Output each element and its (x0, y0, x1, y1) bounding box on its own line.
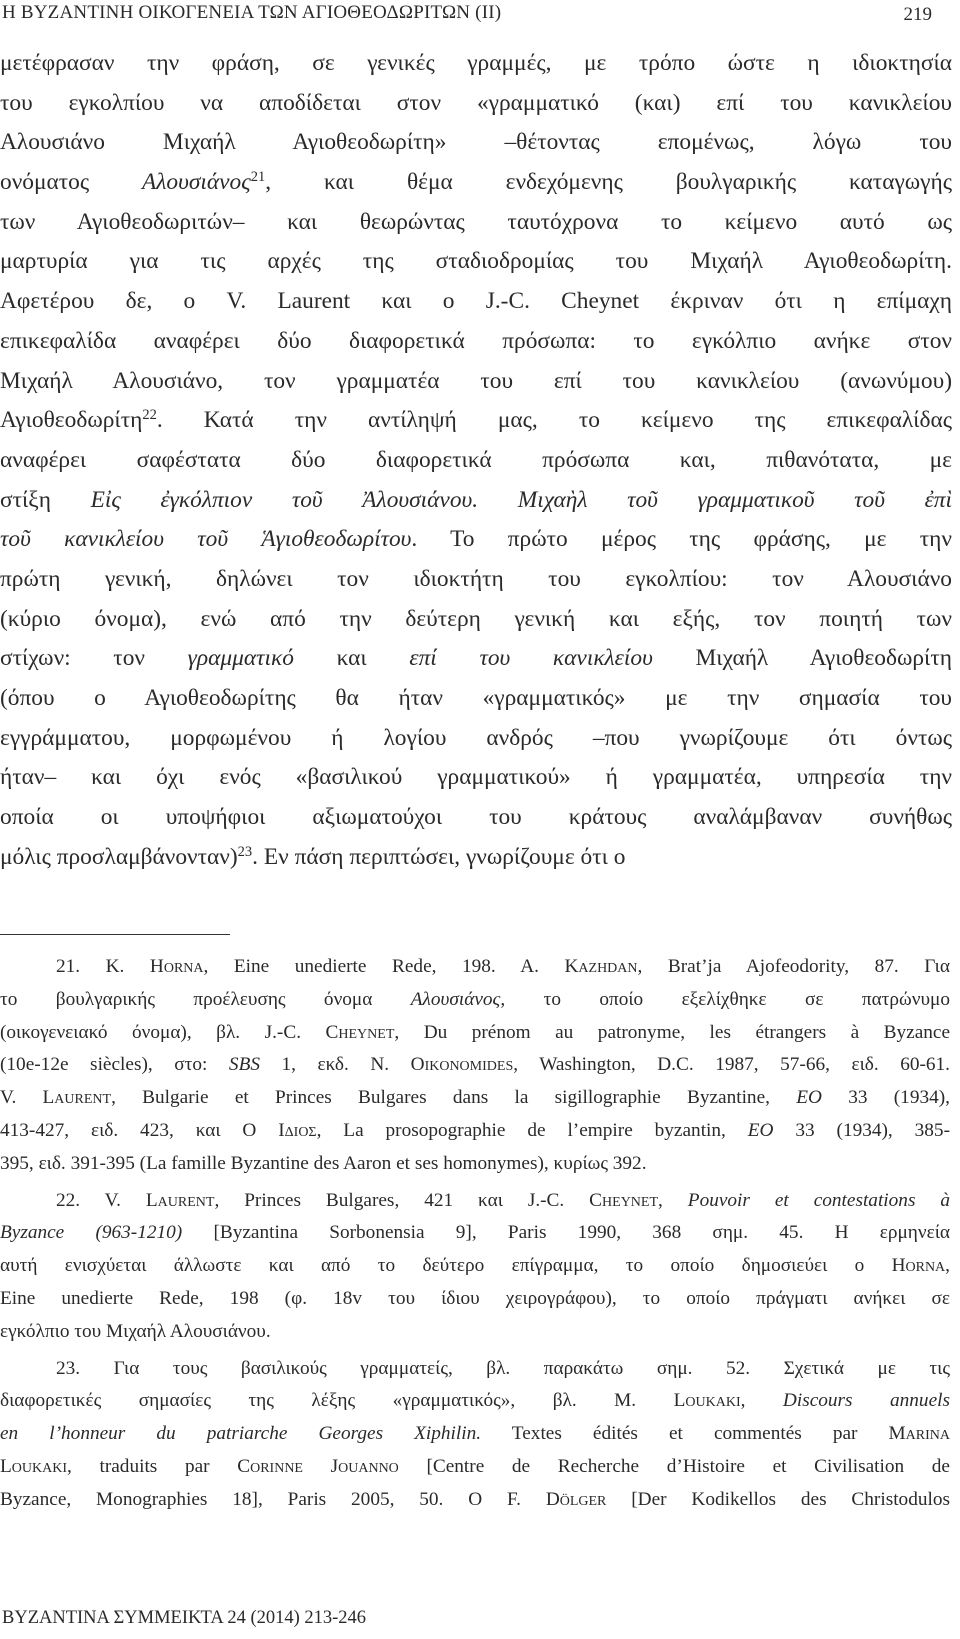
author-name: Corinne Jouanno (237, 1455, 399, 1477)
italic-text: γραμματικό (187, 645, 294, 672)
text-line: Αγιοθεοδωρίτη$^{22}$. Κατά την αντίληψή μας, το κείμενο της επικεφαλίδας (0, 407, 952, 434)
footnote-line: αυτή ενισχύεται άλλωστε και από το δεύτερο επίγραμμα, το οποίο δημοσιεύει ο Horna, (0, 1255, 950, 1277)
text-line: οποία οι υποψήφιοι αξιωματούχοι του κράτους αναλάμβαναν συνήθως (0, 804, 952, 831)
text-line: στίχων: τον γραμματικό και επί του κανικλείου Μιχαήλ Αγιοθεοδωρίτη (0, 645, 952, 672)
italic-text: Εἰς ἐγκόλπιον τοῦ Ἀλουσιάνου. Μιχαὴλ τοῦ γραμματικοῦ τοῦ ἐπὶ (90, 486, 952, 513)
italic-text: Byzance (963-1210) (0, 1222, 183, 1244)
footnote-ref[interactable]: 23 (237, 843, 253, 860)
page-header (0, 0, 960, 30)
footnote-line: το βουλγαρικής προέλευσης όνομα Αλουσιάνος, το οποίο εξελίχθηκε σε πατρώνυμο (0, 988, 950, 1010)
footnote-line: Byzance, Monographies 18], Paris 2005, 50. Ο F. Dölger [Der Kodikellos des Christodulos (0, 1488, 950, 1510)
footnote-line: διαφορετικές σημασίες της λέξης «γραμματικός», βλ. M. Loukaki, Discours annuels (0, 1390, 950, 1412)
text-line: αναφέρει σαφέστατα δύο διαφορετικά πρόσωπα και, πιθανότατα, με (0, 446, 952, 473)
footnote-line: 413-427, ειδ. 423, και Ο Ιδιος, La prosopographie de l’empire byzantin, EO 33 (1934), 385- (0, 1119, 950, 1141)
author-name: Horna (149, 956, 204, 977)
italic-text: EO (796, 1087, 822, 1109)
footnote-line: Byzance (963-1210) [Byzantina Sorbonensia 9], Paris 1990, 368 σημ. 45. Η ερμηνεία (0, 1222, 950, 1244)
running-head: Η ΒΥΖΑΝΤΙΝΗ ΟΙΚΟΓΕΝΕΙΑ ΤΩΝ ΑΓΙΟΘΕΟΔΩΡΙΤΩΝ (ΙΙ) (2, 2, 502, 23)
author-name: Cheynet (325, 1021, 395, 1043)
text-line: επικεφαλίδα αναφέρει δύο διαφορετικά πρόσωπα: το εγκόλπιο ανήκε στον (0, 327, 952, 354)
author-name: Horna (891, 1255, 946, 1277)
footnote-line: 21. K. Horna, Eine unedierte Rede, 198. A. Kazhdan, Brat’ja Ajofeodority, 87. Για (56, 956, 950, 977)
text-line: στίξη Εἰς ἐγκόλπιον τοῦ Ἀλουσιάνου. Μιχαὴλ τοῦ γραμματικοῦ τοῦ ἐπὶ (0, 486, 952, 513)
italic-text: επί του κανικλείου (409, 645, 653, 672)
text-line: εγγράμματου, μορφωμένου ή λογίου ανδρός –που γνωρίζουμε ότι όντως (0, 724, 952, 751)
journal-footer: ΒΥΖΑΝΤΙΝΑ ΣΥΜΜΕΙΚΤΑ 24 (2014) 213-246 (2, 1608, 367, 1628)
text-line: Αφετέρου δε, ο V. Laurent και ο J.-C. Cheynet έκριναν ότι η επίμαχη (0, 288, 952, 315)
text-line: Μιχαήλ Αλουσιάνο, τον γραμματέα του επί του κανικλείου (ανωνύμου) (0, 367, 952, 394)
italic-text: Αλουσιάνος (410, 988, 501, 1010)
footnote-ref[interactable]: 22 (142, 407, 157, 424)
footnote-line: εγκόλπιο του Μιχαήλ Αλουσιάνου. (0, 1320, 271, 1342)
footnote-line: (οικογενειακό όνομα), βλ. J.-C. Cheynet, Du prénom au patronyme, les étrangers à Byzance (0, 1021, 950, 1043)
body-text (0, 44, 952, 877)
italic-text: τοῦ κανικλείου τοῦ Ἁγιοθεοδωρίτου (0, 526, 412, 553)
author-name: Cheynet (589, 1189, 659, 1211)
author-name: Oikonomides (410, 1054, 514, 1076)
footnote-22 (0, 1185, 950, 1349)
author-name: Laurent (42, 1087, 112, 1109)
footnote-line: en l’honneur du patriarche Georges Xiphilin. Textes édités et commentés par Marina (0, 1423, 950, 1445)
text-line: μαρτυρία για τις αρχές της σταδιοδρομίας του Μιχαήλ Αγιοθεοδωρίτη. (0, 248, 952, 275)
text-line: (κύριο όνομα), ενώ από την δεύτερη γενική και εξής, τον ποιητή των (0, 605, 952, 632)
text-line: πρώτη γενική, δηλώνει τον ιδιοκτήτη του εγκολπίου: τον Αλουσιάνο (0, 565, 952, 592)
author-name: Loukaki (0, 1455, 67, 1477)
author-name: Ιδιος (278, 1119, 317, 1141)
italic-text: EO (747, 1119, 774, 1141)
author-name: Dölger (545, 1488, 607, 1510)
footnote-line: Eine unedierte Rede, 198 (φ. 18v του ίδιου χειρογράφου), το οποίο πράγματι ανήκει σε (0, 1287, 950, 1309)
author-name: Loukaki (673, 1390, 741, 1412)
italic-text: Αλουσιάνος (142, 169, 251, 196)
text-line: ήταν– και όχι ενός «βασιλικού γραμματικού» ή γραμματέα, υπηρεσία την (0, 764, 952, 791)
footnote-line: 23. Για τους βασιλικούς γραμματείς, βλ. παρακάτω σημ. 52. Σχετικά με τις (56, 1357, 950, 1379)
text-line: (όπου ο Αγιοθεοδωρίτης θα ήταν «γραμματικός» με την σημασία του (0, 685, 952, 711)
footnote-line: 395, ειδ. 391-395 (La famille Byzantine des Aaron et ses homonymes), κυρίως 392. (0, 1152, 647, 1174)
text-line: τοῦ κανικλείου τοῦ Ἁγιοθεοδωρίτου. Το πρώτο μέρος της φράσης, με την (0, 526, 952, 553)
text-line: Αλουσιάνο Μιχαήλ Αγιοθεοδωρίτη» –θέτοντας επομένως, λόγω του (0, 129, 952, 156)
italic-text: Pouvoir et contestations à (687, 1189, 950, 1211)
footnote-line: Loukaki, traduits par Corinne Jouanno [Centre de Recherche d’Histoire et Civilisation de (0, 1455, 950, 1477)
author-name: Kazhdan (564, 956, 638, 977)
footnote-23 (0, 1353, 950, 1517)
text-line: ονόματος Αλουσιάνος$^{21}$, και θέμα ενδεχόμενης βουλγαρικής καταγωγής (0, 169, 952, 196)
footnote-21 (0, 951, 950, 1181)
italic-text: Discours annuels (782, 1390, 950, 1412)
footnote-separator (0, 934, 230, 935)
author-name: Laurent (145, 1189, 215, 1211)
text-line: μετέφρασαν την φράση, σε γενικές γραμμές, με τρόπο ώστε η ιδιοκτησία (0, 50, 952, 76)
page-number: 219 (903, 4, 932, 25)
footnote-line: 22. V. Laurent, Princes Bulgares, 421 και J.-C. Cheynet, Pouvoir et contestations à (56, 1189, 950, 1211)
footnote-ref[interactable]: 21 (250, 169, 266, 186)
text-line: του εγκολπίου να αποδίδεται στον «γραμματικό (και) επί του κανικλείου (0, 89, 952, 116)
author-name: Marina (888, 1423, 950, 1445)
italic-text: en l’honneur du patriarche Georges Xiphilin. (0, 1423, 482, 1445)
text-line: μόλις προσλαμβάνονταν)$^{23}$. Εν πάση περιπτώσει, γνωρίζουμε ότι ο (0, 843, 626, 870)
italic-text: SBS (228, 1054, 260, 1076)
footnote-line: V. Laurent, Bulgarie et Princes Bulgares dans la sigillographie Byzantine, EO 33 (1934), (0, 1087, 950, 1109)
text-line: των Αγιοθεοδωριτών– και θεωρώντας ταυτόχρονα το κείμενο αυτό ως (0, 208, 952, 235)
footnote-line: (10e-12e siècles), στο: SBS 1, εκδ. N. Oikonomides, Washington, D.C. 1987, 57-66, ειδ. 60-61. (0, 1054, 950, 1076)
footnotes (0, 951, 950, 1517)
